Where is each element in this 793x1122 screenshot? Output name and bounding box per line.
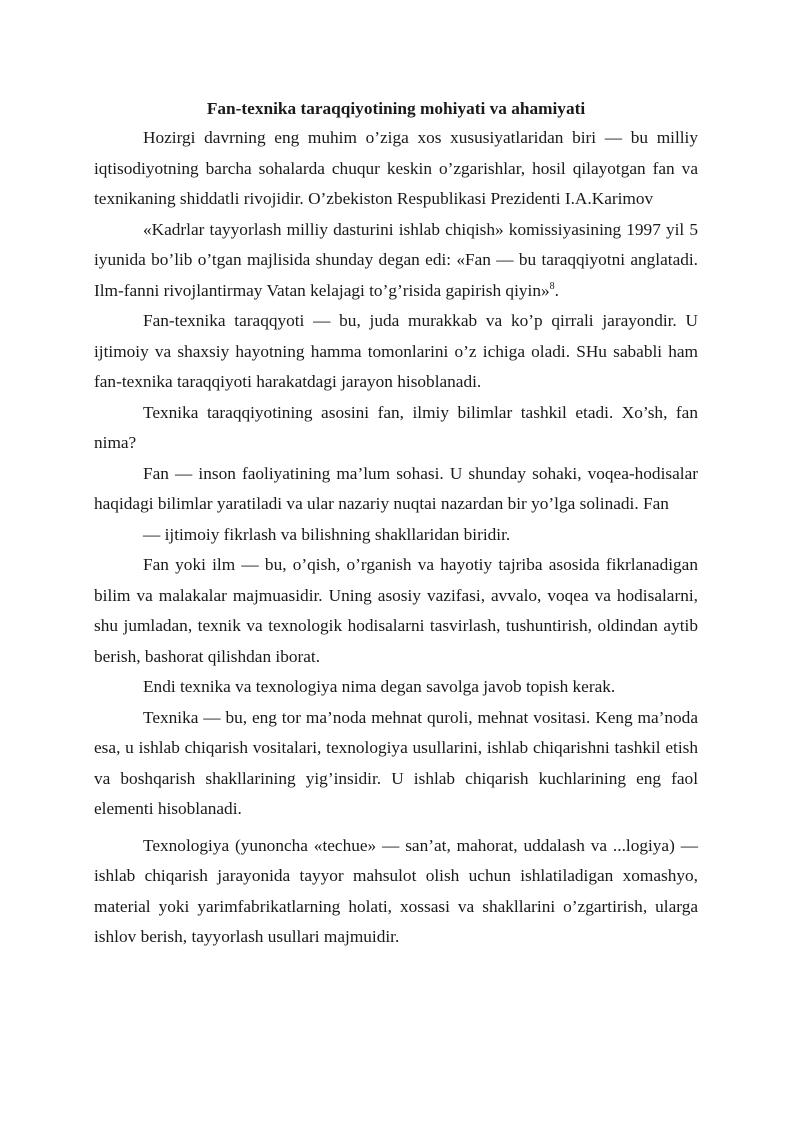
page-title: Fan-texnika taraqqiyotining mohiyati va ahamiyati [206,99,586,118]
paragraph-6: — ijtimoiy fikrlash va bilishning shakllaridan biridir. [143,524,511,544]
paragraph-8: Endi texnika va texnologiya nima degan savolga javob topish kerak. [143,677,616,696]
paragraph-1: Hozirgi davrning eng muhim o’ziga xos xususiyatlaridan biri — bu milliy iqtisodiyotning barcha sohalarda chuqur keskin o’zgarishlar, hosil qilayotgan fan va texnikaning shiddatli rivojidir. O’zbekiston Respublikasi Prezidenti I.A.Karimov [94,128,698,208]
paragraph-3: Fan-texnika taraqqyoti — bu, juda murakkab va ko’p qirrali jarayondir. U ijtimoiy va shaxsiy hayotning hamma tomonlarini o’z ichiga oladi. SHu sababli ham fan-texnika taraqqiyoti harakatdagi jarayon hisoblanadi. [94,311,698,391]
footnote-reference[interactable]: 8 [549,280,555,292]
footnote-period: . [554,280,559,300]
paragraph-2-text: «Kadrlar tayyorlash milliy dasturini ishlab chiqish» komissiyasining 1997 yil 5 iyunida bo’lib o’tgan majlisida shunday degan edi: «Fan — bu taraqqiyotni anglatadi. Ilm-fanni rivojlantirmay Vatan kelajagi to’g’risida gapirish qiyin» [94,219,698,300]
paragraph-4: Texnika taraqqiyotining asosini fan, ilmiy bilimlar tashkil etadi. Xo’sh, fan nima? [94,402,698,452]
paragraph-9: Texnika — bu, eng tor ma’noda mehnat quroli, mehnat vositasi. Keng ma’noda esa, u ishlab chiqarish vositalari, texnologiya usullarini, ishlab chiqarishni tashkil etish va boshqarish shakllarining yig’insidir. U ishlab chiqarish kuchlarining eng faol elementi hisoblanadi. [94,707,698,818]
paragraph-7: Fan yoki ilm — bu, o’qish, o’rganish va hayotiy tajriba asosida fikrlanadigan bilim va malakalar majmuasidir. Uning asosiy vazifasi, avvalo, voqea va hodisalarni, shu jumladan, texnik va texnologik hodisalarni tasvirlash, tushuntirish, oldindan aytib berish, bashorat qilishdan iborat. [94,555,698,666]
document-page [94,95,698,953]
paragraph-5: Fan — inson faoliyatining ma’lum sohasi. U shunday sohaki, voqea-hodisalar haqidagi bilimlar yaratiladi va ular nazariy nuqtai nazardan bir yo’lga solinadi. Fan [94,463,698,513]
paragraph-2 [94,215,698,307]
paragraph-10: Texnologiya (yunoncha «techue» — san’at, mahorat, uddalash va ...logiya) — ishlab chiqarish jarayonida tayyor mahsulot olish uchun ishlatiladigan xomashyo, material yoki yarimfabrikatlarning holati, xossasi va shakllarini o’zgartirish, ularga ishlov berish, tayyorlash usullari majmuidir. [94,835,698,946]
